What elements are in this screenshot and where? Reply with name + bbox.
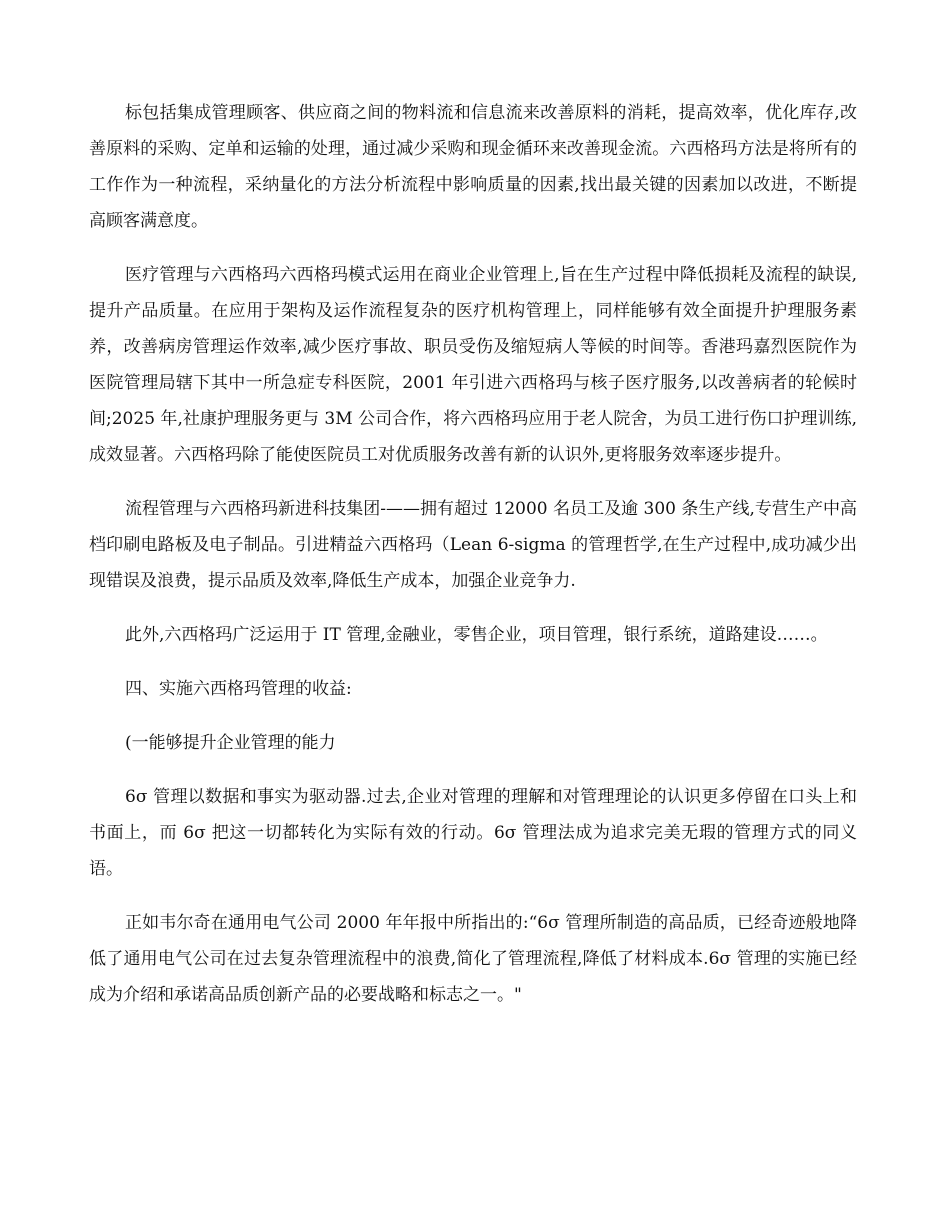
paragraph-intro-continued: 标包括集成管理顾客、供应商之间的物料流和信息流来改善原料的消耗，提高效率，优化库存,改善原料的采购、定单和运输的处理，通过减少采购和现金循环来改善现金流。六西格玛方法是将所有的工作作为一种流程，采纳量化的方法分析流程中影响质量的因素,找出最关键的因素加以改进，不断提高顾客满意度。: [89, 103, 857, 231]
paragraph-process-management: 流程管理与六西格玛新进科技集团-——拥有超过 12000 名员工及逾 300 条生产线,专营生产中高档印刷电路板及电子制品。引进精益六西格玛（Lean 6-sigma 的管理哲学,在生产过程中,成功减少出现错误及浪费，提示品质及效率,降低生产成本，加强企业竞争力.: [89, 499, 857, 591]
paragraph-welch-quote: 正如韦尔奇在通用电气公司 2000 年年报中所指出的:“6σ 管理所制造的高品质，已经奇迹般地降低了通用电气公司在过去复杂管理流程中的浪费,简化了管理流程,降低了材料成本.6σ 管理的实施已经成为介绍和承诺高品质创新产品的必要战略和标志之一。": [89, 913, 857, 1005]
paragraph-medical-management: 医疗管理与六西格玛六西格玛模式运用在商业企业管理上,旨在生产过程中降低损耗及流程的缺误,提升产品质量。在应用于架构及运作流程复杂的医疗机构管理上，同样能够有效全面提升护理服务素养，改善病房管理运作效率,减少医疗事故、职员受伤及缩短病人等候的时间等。香港玛嘉烈医院作为医院管理局辖下其中一所急症专科医院，2001 年引进六西格玛与核子医疗服务,以改善病者的轮候时间;2025 年,社康护理服务更与 3M 公司合作，将六西格玛应用于老人院舍，为员工进行伤口护理训练,成效显著。六西格玛除了能使医院员工对优质服务改善有新的认识外,更将服务效率逐步提升。: [89, 265, 857, 465]
subheading-management-capability: (一能够提升企业管理的能力: [125, 733, 336, 753]
section-heading-benefits: 四、实施六西格玛管理的收益:: [125, 679, 352, 699]
paragraph-other-applications: 此外,六西格玛广泛运用于 IT 管理,金融业，零售企业，项目管理，银行系统，道路建设……。: [125, 625, 828, 645]
paragraph-data-driven: 6σ 管理以数据和事实为驱动器.过去,企业对管理的理解和对管理理论的认识更多停留在口头上和书面上，而 6σ 把这一切都转化为实际有效的行动。6σ 管理法成为追求完美无瑕的管理方式的同义语。: [89, 787, 857, 879]
document-body: [89, 95, 857, 1031]
